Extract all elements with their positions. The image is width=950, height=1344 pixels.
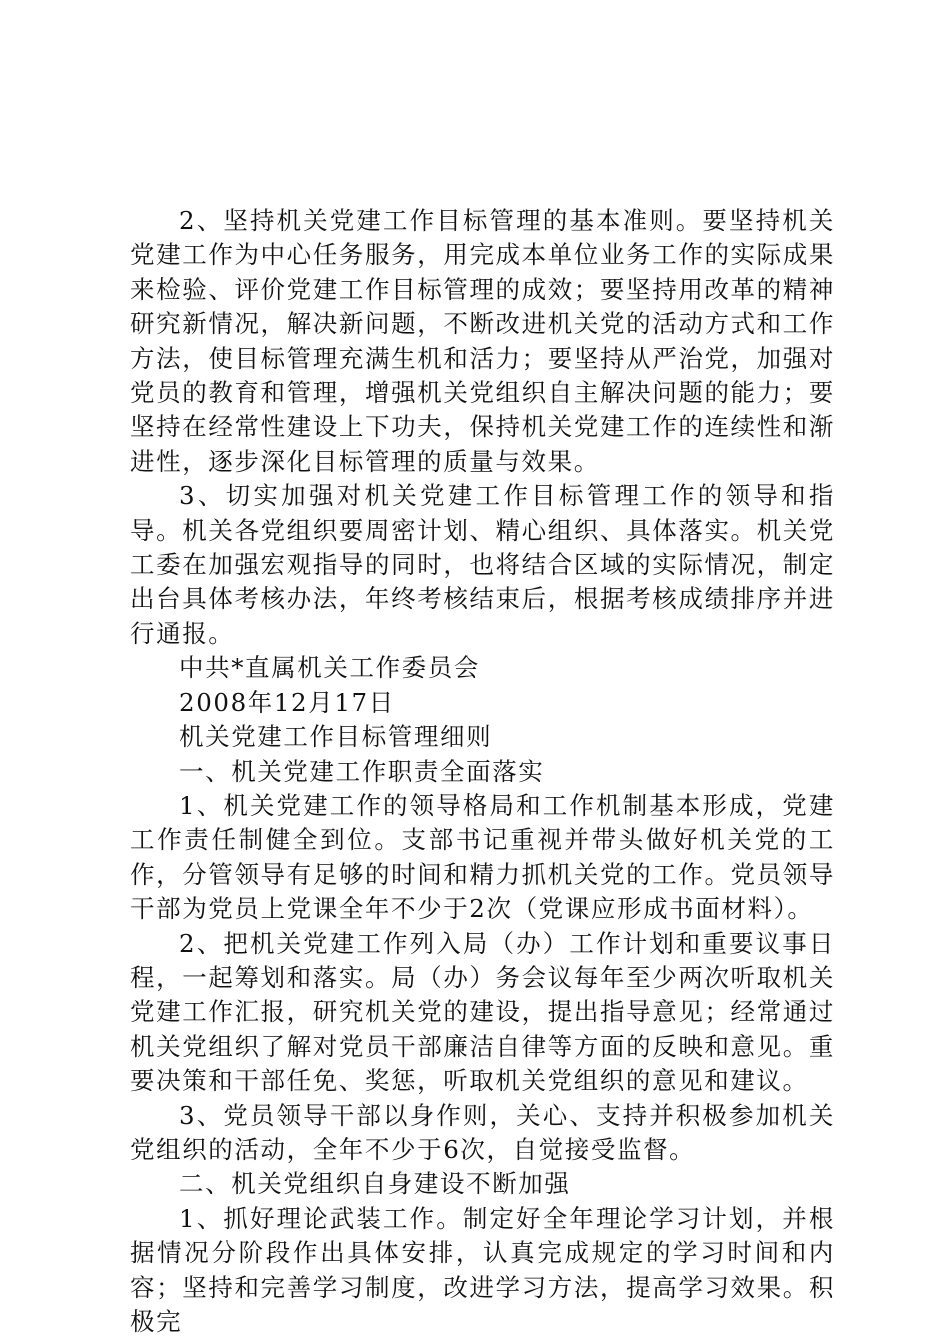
- section1-item-1: 1、机关党建工作的领导格局和工作机制基本形成，党建工作责任制健全到位。支部书记重视并带头做好机关党的工作，分管领导有足够的时间和精力抓机关党的工作。党员领导干部为党员上党课全年不少于2次（党课应形成书面材料）。: [130, 790, 835, 924]
- section1-item-3: 3、党员领导干部以身作则，关心、支持并积极参加机关党组织的活动，全年不少于6次，自觉接受监督。: [130, 1100, 835, 1164]
- section2-item-1: 1、抓好理论武装工作。制定好全年理论学习计划，并根据情况分阶段作出具体安排，认真完成规定的学习时间和内容；坚持和完善学习制度，改进学习方法，提高学习效果。积极完: [130, 1203, 835, 1336]
- signature-organization: 中共*直属机关工作委员会: [179, 653, 480, 683]
- paragraph-principles: 2、坚持机关党建工作目标管理的基本准则。要坚持机关党建工作为中心任务服务，用完成本单位业务工作的实际成果来检验、评价党建工作目标管理的成效；要坚持用改革的精神研究新情况，解决新问题，不断改进机关党的活动方式和工作方法，使目标管理充满生机和活力；要坚持从严治党，加强对党员的教育和管理，增强机关党组织自主解决问题的能力；要坚持在经常性建设上下功夫，保持机关党建工作的连续性和渐进性，逐步深化目标管理的质量与效果。: [130, 206, 835, 476]
- signature-date: 2008年12月17日: [179, 687, 395, 717]
- section-heading-2: 二、机关党组织自身建设不断加强: [179, 1169, 571, 1199]
- document-title: 机关党建工作目标管理细则: [179, 722, 493, 752]
- document-page: [130, 204, 835, 1339]
- section-heading-1: 一、机关党建工作职责全面落实: [179, 756, 545, 786]
- section1-item-2: 2、把机关党建工作列入局（办）工作计划和重要议事日程，一起筹划和落实。局（办）务会议每年至少两次听取机关党建工作汇报，研究机关党的建设，提出指导意见；经常通过机关党组织了解对党员干部廉洁自律等方面的反映和意见。重要决策和干部任免、奖惩，听取机关党组织的意见和建议。: [130, 928, 835, 1096]
- paragraph-leadership: 3、切实加强对机关党建工作目标管理工作的领导和指导。机关各党组织要周密计划、精心组织、具体落实。机关党工委在加强宏观指导的同时，也将结合区域的实际情况，制定出台具体考核办法，年终考核结束后，根据考核成绩排序并进行通报。: [130, 481, 835, 648]
